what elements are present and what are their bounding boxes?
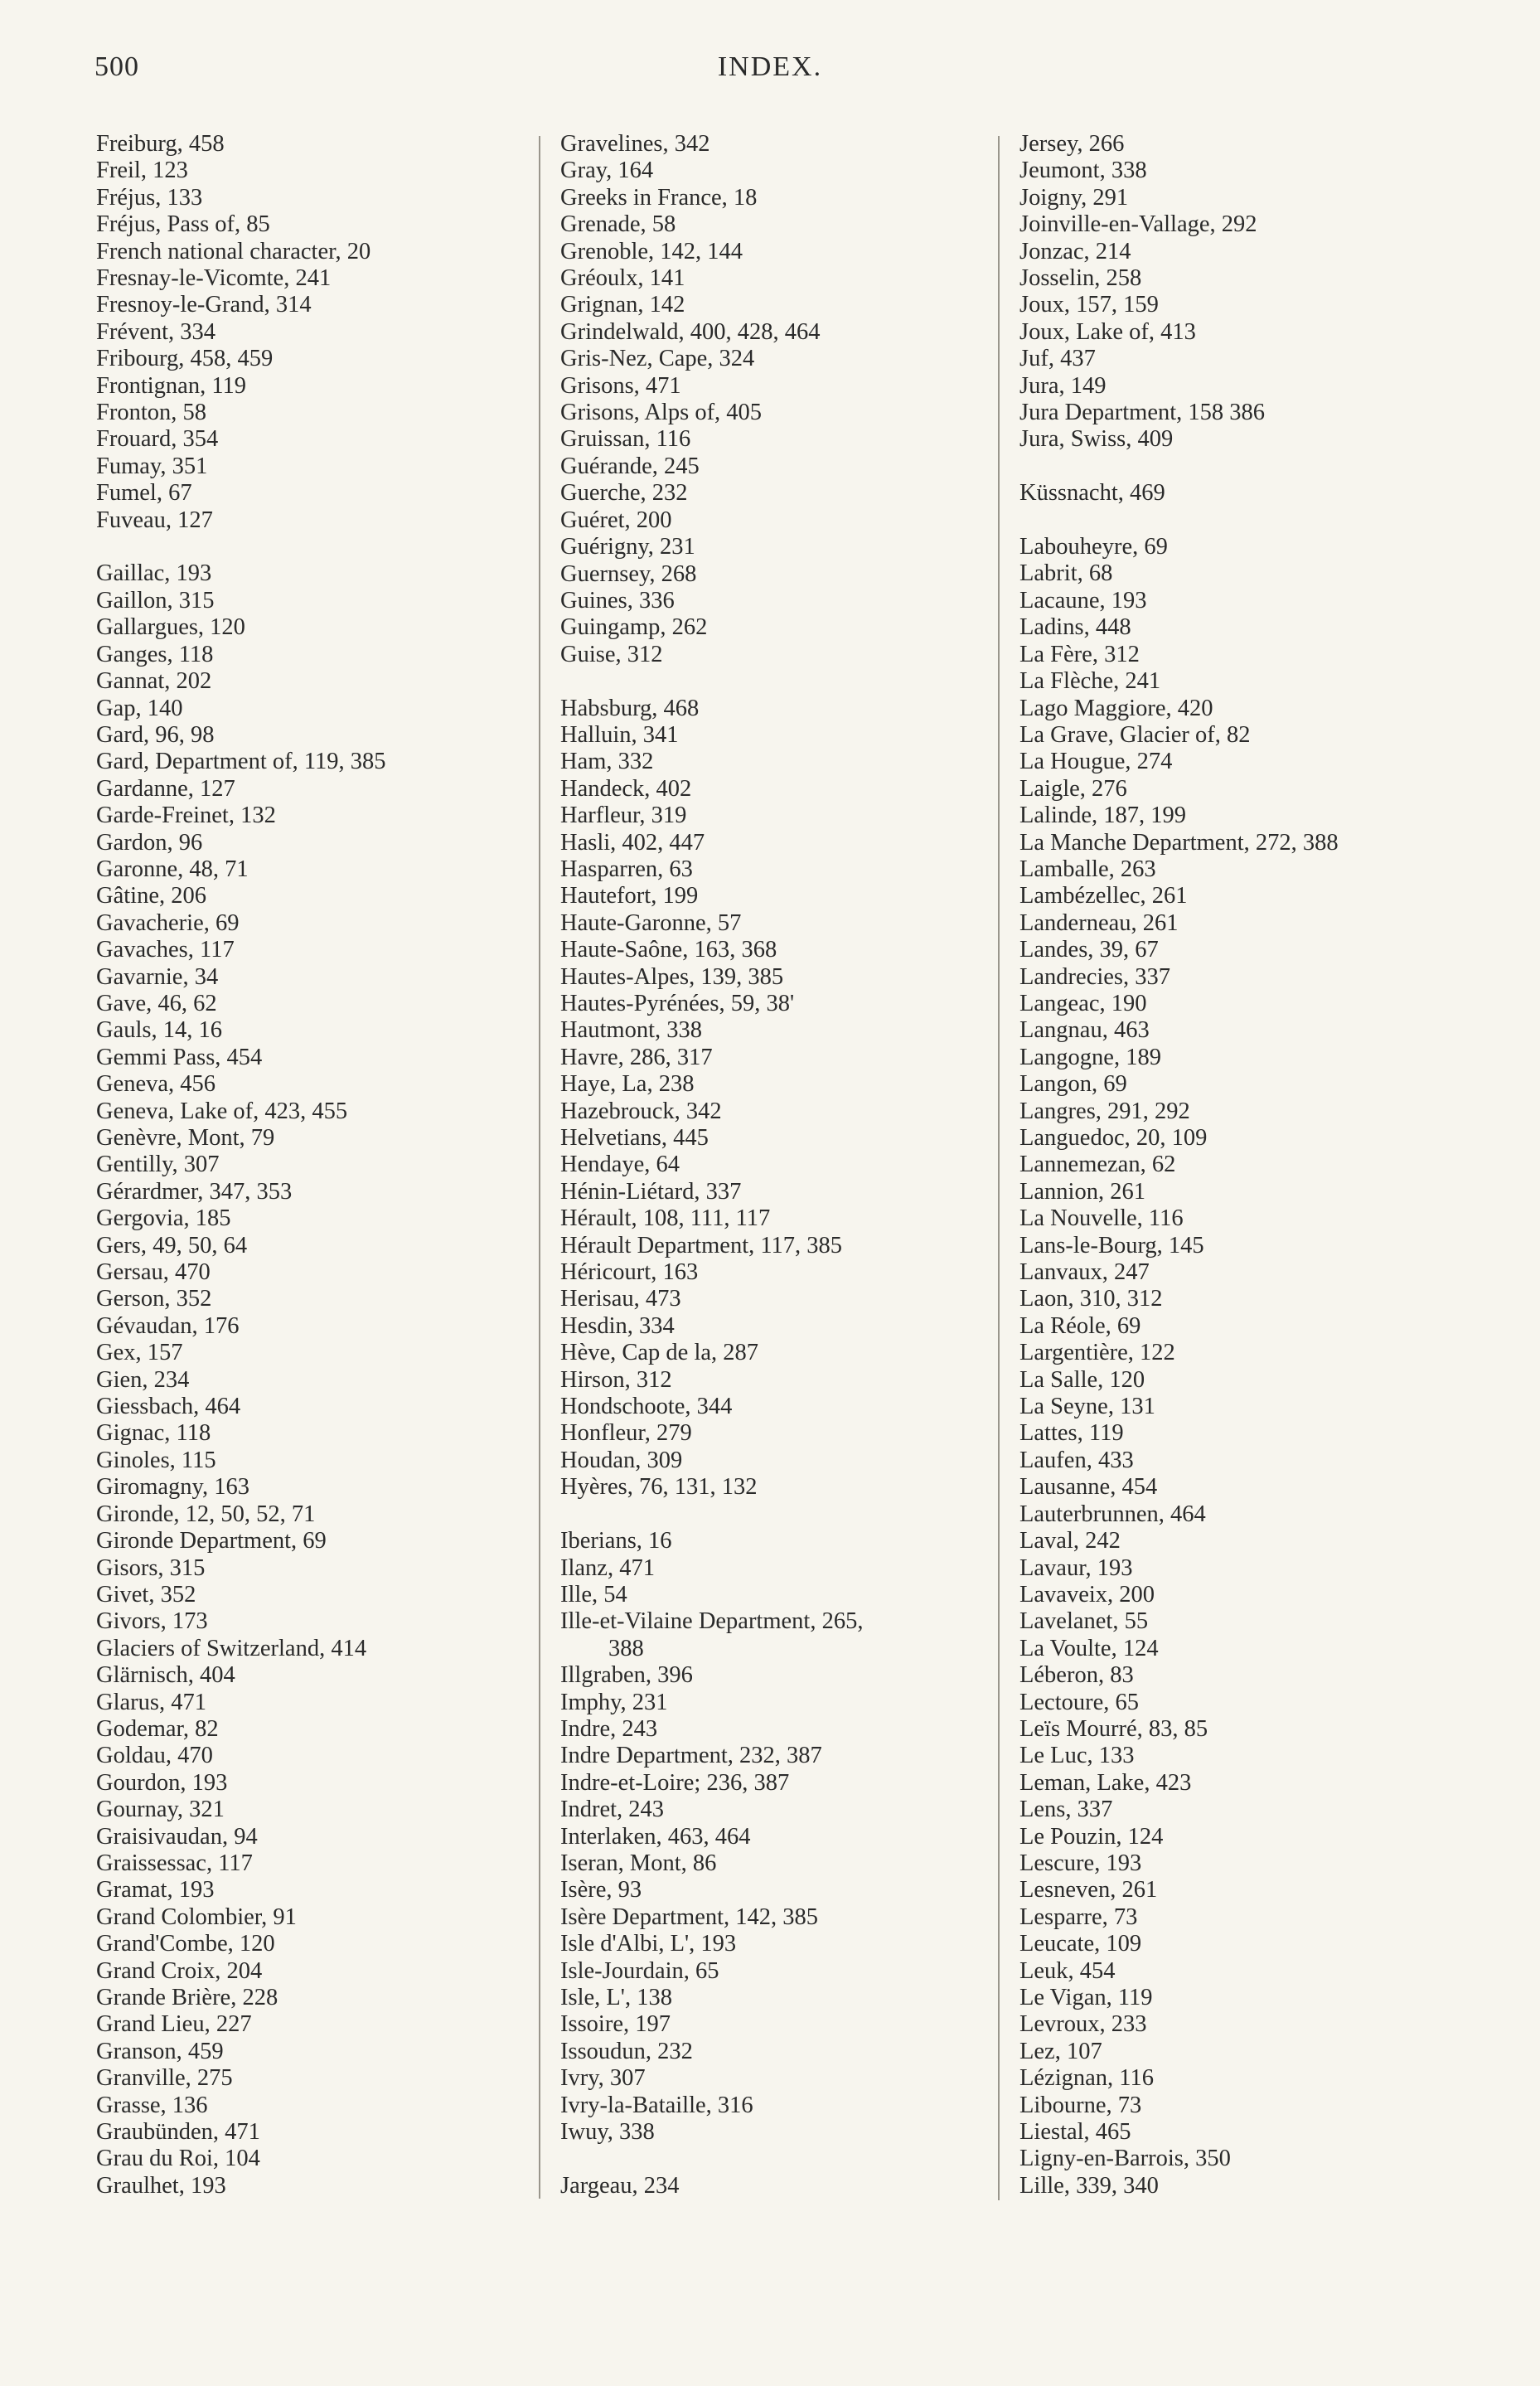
index-entry: Laval, 242 — [1019, 1528, 1121, 1554]
index-entry: French national character, 20 — [96, 238, 371, 264]
index-entry: Leïs Mourré, 83, 85 — [1019, 1715, 1208, 1742]
index-entry: Laufen, 433 — [1019, 1447, 1134, 1473]
index-entry: Lavaur, 193 — [1019, 1554, 1133, 1581]
index-entry: Hérault Department, 117, 385 — [560, 1232, 843, 1258]
index-entry: Gournay, 321 — [96, 1797, 225, 1823]
index-entry: La Fère, 312 — [1019, 641, 1140, 667]
index-entry: Guernsey, 268 — [560, 560, 697, 587]
index-entry: Lauterbrunnen, 464 — [1019, 1501, 1206, 1527]
index-entry: Ginoles, 115 — [96, 1447, 216, 1473]
index-entry: Isle-Jourdain, 65 — [560, 1957, 719, 1984]
index-entry: La Grave, Glacier of, 82 — [1019, 721, 1251, 748]
index-entry: Freil, 123 — [96, 158, 188, 184]
index-entry: Ganges, 118 — [96, 641, 214, 667]
index-entry: Hève, Cap de la, 287 — [560, 1340, 759, 1366]
index-entry: Joux, Lake of, 413 — [1019, 318, 1196, 345]
index-entry: Ladins, 448 — [1019, 614, 1131, 641]
index-entry: Graulhet, 193 — [96, 2172, 226, 2199]
index-entry: Guines, 336 — [560, 587, 675, 613]
index-entry: Ivry, 307 — [560, 2065, 646, 2092]
index-entry: Guérigny, 231 — [560, 534, 695, 560]
index-entry: Issoudun, 232 — [560, 2038, 693, 2064]
index-entry: Indre-et-Loire; 236, 387 — [560, 1769, 790, 1796]
index-entry: Leuk, 454 — [1019, 1957, 1116, 1984]
index-entry: Graubünden, 471 — [96, 2119, 260, 2146]
index-entry: Le Luc, 133 — [1019, 1743, 1135, 1769]
index-entry: Garde-Freinet, 132 — [96, 803, 276, 829]
index-entry: Leman, Lake, 423 — [1019, 1769, 1192, 1796]
index-entry: Grand Colombier, 91 — [96, 1903, 297, 1930]
index-entry: La Salle, 120 — [1019, 1366, 1145, 1393]
index-entry: Havre, 286, 317 — [560, 1044, 713, 1070]
index-entry: Hautmont, 338 — [560, 1017, 702, 1044]
index-entry: Le Vigan, 119 — [1019, 1985, 1153, 2010]
index-entry: Fronton, 58 — [96, 400, 207, 426]
index-entry: Illgraben, 396 — [560, 1662, 693, 1689]
index-entry: Ille-et-Vilaine Department, 265, — [560, 1608, 864, 1635]
index-entry: Geneva, 456 — [96, 1071, 216, 1098]
index-entry: Le Pouzin, 124 — [1019, 1823, 1164, 1850]
index-entry: Fréjus, Pass of, 85 — [96, 211, 270, 238]
index-entry: Gien, 234 — [96, 1366, 190, 1393]
index-entry: 388 — [608, 1635, 644, 1661]
index-entry: Gardanne, 127 — [96, 775, 235, 802]
index-entry: Guingamp, 262 — [560, 614, 708, 641]
index-entry: La Flèche, 241 — [1019, 668, 1161, 695]
index-entry: Isère, 93 — [560, 1877, 642, 1903]
index-entry: Gironde Department, 69 — [96, 1528, 327, 1554]
index-entry: Gâtine, 206 — [96, 883, 206, 909]
index-entry: Lanvaux, 247 — [1019, 1259, 1150, 1286]
index-entry: Isle d'Albi, L', 193 — [560, 1931, 737, 1957]
index-entry: Hirson, 312 — [560, 1366, 672, 1393]
index-entry: Lacaune, 193 — [1019, 587, 1147, 613]
index-entry: Givet, 352 — [96, 1581, 196, 1608]
index-entry: Lescure, 193 — [1019, 1850, 1142, 1876]
index-entry: Guéret, 200 — [560, 507, 672, 533]
index-entry: Frouard, 354 — [96, 426, 219, 453]
index-entry: Herisau, 473 — [560, 1286, 681, 1312]
index-entry: Haye, La, 238 — [560, 1071, 695, 1098]
index-entry: Hérault, 108, 111, 117 — [560, 1205, 771, 1232]
index-entry: Hasparren, 63 — [560, 856, 693, 882]
index-entry: Haute-Garonne, 57 — [560, 909, 742, 936]
index-entry: Jargeau, 234 — [560, 2172, 680, 2199]
index-entry: Interlaken, 463, 464 — [560, 1823, 751, 1850]
index-entry: Guérande, 245 — [560, 453, 700, 479]
index-entry: Frévent, 334 — [96, 318, 216, 345]
index-entry: Gentilly, 307 — [96, 1152, 220, 1178]
index-entry: Giessbach, 464 — [96, 1394, 241, 1420]
index-column-3 — [1019, 131, 1484, 2199]
index-entry: Handeck, 402 — [560, 775, 692, 802]
index-entry: Giromagny, 163 — [96, 1474, 249, 1501]
index-entry: Gray, 164 — [560, 158, 654, 184]
index-entry: Fribourg, 458, 459 — [96, 346, 274, 372]
index-entry: La Voulte, 124 — [1019, 1635, 1159, 1661]
index-entry: Gironde, 12, 50, 52, 71 — [96, 1501, 316, 1527]
index-entry: Godemar, 82 — [96, 1715, 219, 1742]
index-entry: Genèvre, Mont, 79 — [96, 1125, 275, 1152]
index-entry: Iwuy, 338 — [560, 2119, 655, 2146]
index-entry: Grand'Combe, 120 — [96, 1931, 275, 1957]
index-entry: Hautefort, 199 — [560, 883, 699, 909]
index-entry: Gourdon, 193 — [96, 1769, 228, 1796]
index-entry: Fresnay-le-Vicomte, 241 — [96, 265, 332, 292]
index-entry: Greeks in France, 18 — [560, 184, 758, 211]
index-entry: Glarus, 471 — [96, 1689, 206, 1715]
index-entry: Gramat, 193 — [96, 1877, 215, 1903]
index-entry: Haute-Saône, 163, 368 — [560, 937, 777, 963]
index-entry: Hazebrouck, 342 — [560, 1098, 722, 1124]
index-entry: Languedoc, 20, 109 — [1019, 1125, 1208, 1151]
index-entry: Laon, 310, 312 — [1019, 1286, 1163, 1312]
index-entry: Gaillon, 315 — [96, 587, 215, 613]
index-entry: Houdan, 309 — [560, 1447, 683, 1473]
index-entry: Grignan, 142 — [560, 292, 685, 318]
index-entry: Gardon, 96 — [96, 829, 203, 856]
index-entry: Gruissan, 116 — [560, 426, 691, 453]
index-entry: Langnau, 463 — [1019, 1017, 1150, 1044]
index-entry: Granson, 459 — [96, 2038, 224, 2064]
index-entry: Gerson, 352 — [96, 1286, 212, 1312]
index-entry: Laigle, 276 — [1019, 775, 1127, 802]
index-entry: Gavaches, 117 — [96, 937, 235, 963]
index-entry: Gave, 46, 62 — [96, 990, 217, 1016]
index-entry: Hyères, 76, 131, 132 — [560, 1474, 758, 1501]
index-entry: Freiburg, 458 — [96, 131, 225, 157]
index-entry: Gex, 157 — [96, 1340, 183, 1366]
index-entry: Lans-le-Bourg, 145 — [1019, 1232, 1204, 1258]
index-entry: Lézignan, 116 — [1019, 2065, 1154, 2092]
index-entry: Isère Department, 142, 385 — [560, 1903, 819, 1930]
index-entry: Hasli, 402, 447 — [560, 829, 705, 856]
index-entry: Langres, 291, 292 — [1019, 1098, 1190, 1124]
index-entry: Juf, 437 — [1019, 346, 1096, 372]
index-entry: Garonne, 48, 71 — [96, 856, 249, 882]
index-entry: Joux, 157, 159 — [1019, 292, 1159, 318]
index-entry: La Nouvelle, 116 — [1019, 1205, 1184, 1232]
index-entry: Grisons, 471 — [560, 372, 681, 399]
index-entry: Grenoble, 142, 144 — [560, 238, 743, 264]
index-entry: Imphy, 231 — [560, 1689, 668, 1715]
index-entry: Harfleur, 319 — [560, 803, 687, 829]
index-entry: Liestal, 465 — [1019, 2119, 1131, 2146]
index-entry: Langon, 69 — [1019, 1071, 1127, 1098]
index-entry: Jura, Swiss, 409 — [1019, 426, 1174, 453]
index-entry: Lesparre, 73 — [1019, 1903, 1138, 1930]
index-entry: Jura, 149 — [1019, 372, 1107, 399]
index-entry: Grindelwald, 400, 428, 464 — [560, 318, 821, 345]
index-entry: Gap, 140 — [96, 695, 183, 721]
index-entry: Joigny, 291 — [1019, 184, 1129, 211]
index-entry: Iberians, 16 — [560, 1528, 672, 1554]
index-entry: Landrecies, 337 — [1019, 963, 1171, 990]
index-entry: Gaillac, 193 — [96, 560, 212, 587]
index-entry: Jura Department, 158 386 — [1019, 400, 1266, 426]
index-entry: Küssnacht, 469 — [1019, 480, 1165, 507]
index-entry: Guise, 312 — [560, 641, 663, 667]
index-entry: Honfleur, 279 — [560, 1420, 692, 1447]
index-entry: Habsburg, 468 — [560, 695, 700, 721]
page-title: INDEX. — [717, 51, 823, 82]
index-entry: Jonzac, 214 — [1019, 238, 1131, 264]
index-entry: Frontignan, 119 — [96, 372, 247, 399]
index-entry: Grisons, Alps of, 405 — [560, 400, 763, 426]
index-entry: Josselin, 258 — [1019, 265, 1142, 292]
index-entry: Lago Maggiore, 420 — [1019, 695, 1213, 721]
index-entry: Lannemezan, 62 — [1019, 1152, 1176, 1178]
index-entry: Gavacherie, 69 — [96, 909, 240, 936]
index-entry: La Hougue, 274 — [1019, 749, 1173, 775]
index-entry: Jersey, 266 — [1019, 131, 1125, 157]
index-entry: Héricourt, 163 — [560, 1259, 699, 1286]
index-entry: Gers, 49, 50, 64 — [96, 1232, 248, 1258]
index-entry: Granville, 275 — [96, 2065, 233, 2092]
index-entry: Grasse, 136 — [96, 2092, 208, 2118]
index-entry: Ligny-en-Barrois, 350 — [1019, 2146, 1231, 2172]
index-entry: Gravelines, 342 — [560, 131, 710, 157]
index-entry: Gréoulx, 141 — [560, 265, 685, 292]
index-entry: Levroux, 233 — [1019, 2011, 1147, 2038]
index-entry: Gergovia, 185 — [96, 1205, 231, 1232]
index-entry: Goldau, 470 — [96, 1743, 213, 1769]
index-entry: Gignac, 118 — [96, 1420, 211, 1447]
index-entry: Fresnoy-le-Grand, 314 — [96, 292, 312, 318]
index-entry: Ilanz, 471 — [560, 1554, 655, 1581]
index-entry: Gisors, 315 — [96, 1554, 206, 1581]
index-entry: Givors, 173 — [96, 1608, 208, 1635]
index-entry: Lectoure, 65 — [1019, 1689, 1140, 1715]
index-entry: Grande Brière, 228 — [96, 1985, 278, 2011]
index-entry: Indre, 243 — [560, 1715, 658, 1742]
index-entry: Gérardmer, 347, 353 — [96, 1178, 293, 1205]
index-entry: Gannat, 202 — [96, 668, 212, 695]
section-gap — [96, 534, 527, 560]
index-entry: La Réole, 69 — [1019, 1312, 1141, 1339]
page-number: 500 — [94, 51, 139, 82]
section-gap — [1019, 453, 1484, 480]
index-entry: Isle, L', 138 — [560, 1985, 672, 2010]
index-entry: Lamballe, 263 — [1019, 856, 1156, 882]
index-entry: Gard, Department of, 119, 385 — [96, 749, 386, 775]
section-gap — [560, 668, 991, 695]
index-entry: Joinville-en-Vallage, 292 — [1019, 211, 1257, 238]
index-entry: Gauls, 14, 16 — [96, 1017, 222, 1044]
index-entry: Fuveau, 127 — [96, 507, 213, 533]
index-entry: Gévaudan, 176 — [96, 1312, 240, 1339]
index-entry: Fréjus, 133 — [96, 184, 203, 211]
index-entry: Fumel, 67 — [96, 480, 192, 507]
index-entry: Lalinde, 187, 199 — [1019, 803, 1187, 829]
index-entry: Landerneau, 261 — [1019, 909, 1179, 936]
index-entry: Gris-Nez, Cape, 324 — [560, 346, 755, 372]
index-entry: Gard, 96, 98 — [96, 721, 215, 748]
index-entry: Libourne, 73 — [1019, 2092, 1142, 2118]
index-entry: Largentière, 122 — [1019, 1340, 1175, 1366]
index-entry: Langogne, 189 — [1019, 1044, 1161, 1070]
index-entry: Lavaveix, 200 — [1019, 1581, 1155, 1608]
index-entry: Hondschoote, 344 — [560, 1394, 733, 1420]
index-entry: Glaciers of Switzerland, 414 — [96, 1635, 367, 1661]
index-entry: La Manche Department, 272, 388 — [1019, 829, 1339, 856]
section-gap — [1019, 507, 1484, 534]
index-entry: Helvetians, 445 — [560, 1125, 709, 1152]
index-entry: Hautes-Pyrénées, 59, 38' — [560, 990, 795, 1016]
index-entry: Landes, 39, 67 — [1019, 937, 1159, 963]
index-column-2 — [560, 131, 991, 2199]
index-entry: Guerche, 232 — [560, 480, 688, 507]
index-entry: Lens, 337 — [1019, 1797, 1113, 1823]
index-entry: Hesdin, 334 — [560, 1312, 675, 1339]
index-entry: Lausanne, 454 — [1019, 1474, 1158, 1501]
column-divider — [539, 136, 540, 2199]
index-entry: Glärnisch, 404 — [96, 1662, 235, 1689]
index-entry: Ham, 332 — [560, 749, 654, 775]
index-entry: Iseran, Mont, 86 — [560, 1850, 717, 1876]
index-entry: Halluin, 341 — [560, 721, 679, 748]
index-entry: Lavelanet, 55 — [1019, 1608, 1149, 1635]
index-entry: Hendaye, 64 — [560, 1152, 680, 1178]
index-entry: Gallargues, 120 — [96, 614, 245, 641]
index-entry: Gersau, 470 — [96, 1259, 211, 1286]
index-entry: Graisivaudan, 94 — [96, 1823, 258, 1850]
index-entry: Leucate, 109 — [1019, 1931, 1142, 1957]
section-gap — [560, 1501, 991, 1528]
index-entry: Grenade, 58 — [560, 211, 676, 238]
index-entry: Labrit, 68 — [1019, 560, 1113, 587]
index-entry: Lille, 339, 340 — [1019, 2172, 1159, 2199]
index-entry: Gemmi Pass, 454 — [96, 1044, 263, 1070]
index-entry: Indre Department, 232, 387 — [560, 1743, 822, 1769]
index-entry: Indret, 243 — [560, 1797, 665, 1823]
index-entry: Graissessac, 117 — [96, 1850, 253, 1876]
index-entry: Gavarnie, 34 — [96, 963, 219, 990]
index-entry: Lannion, 261 — [1019, 1178, 1145, 1205]
index-entry: Labouheyre, 69 — [1019, 534, 1168, 560]
column-divider — [998, 136, 1000, 2200]
index-entry: Lattes, 119 — [1019, 1420, 1124, 1447]
index-entry: Ille, 54 — [560, 1581, 627, 1608]
index-entry: Geneva, Lake of, 423, 455 — [96, 1098, 348, 1124]
index-entry: Grand Croix, 204 — [96, 1957, 263, 1984]
index-entry: Hautes-Alpes, 139, 385 — [560, 963, 784, 990]
index-entry: Hénin-Liétard, 337 — [560, 1178, 742, 1205]
index-entry: Ivry-la-Bataille, 316 — [560, 2092, 753, 2118]
index-column-1 — [96, 131, 527, 2199]
section-gap — [560, 2146, 991, 2172]
index-entry: La Seyne, 131 — [1019, 1394, 1155, 1420]
index-entry: Fumay, 351 — [96, 453, 208, 479]
index-entry: Issoire, 197 — [560, 2011, 671, 2038]
index-entry: Lambézellec, 261 — [1019, 883, 1188, 909]
index-entry: Lesneven, 261 — [1019, 1877, 1158, 1903]
index-entry: Jeumont, 338 — [1019, 158, 1147, 184]
index-entry: Langeac, 190 — [1019, 990, 1147, 1016]
index-entry: Grand Lieu, 227 — [96, 2011, 252, 2038]
index-entry: Lez, 107 — [1019, 2038, 1102, 2064]
index-entry: Grau du Roi, 104 — [96, 2146, 260, 2172]
index-entry: Léberon, 83 — [1019, 1662, 1134, 1689]
